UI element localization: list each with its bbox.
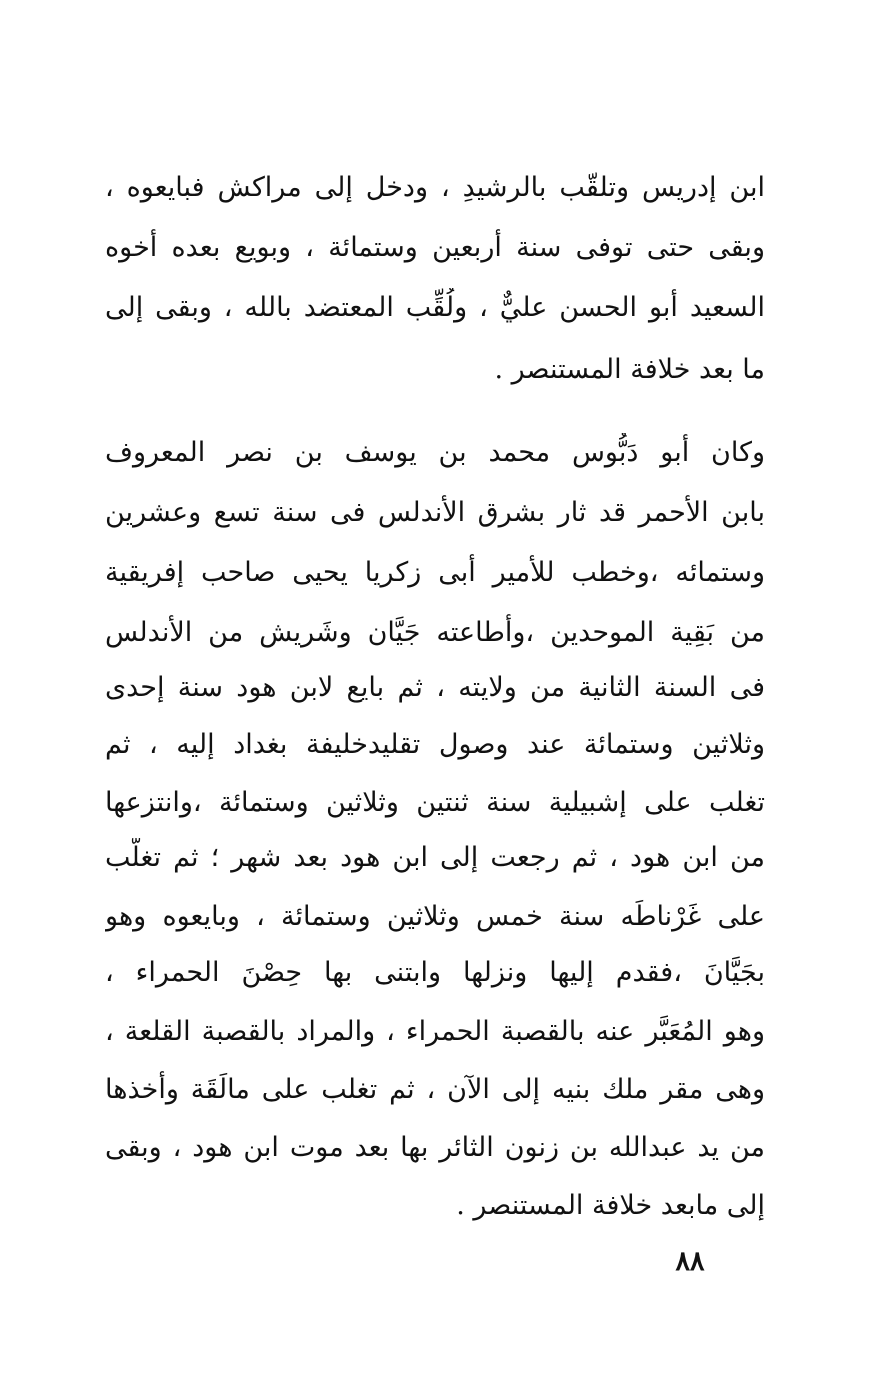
text-line: ما بعد خلافة المستنصر . [494, 354, 765, 385]
text-line: بابن الأحمر قد ثار بشرق الأندلس فى سنة تسع وعشرين [105, 497, 765, 528]
text-line: وهو المُعَبَّر عنه بالقصبة الحمراء ، والمراد بالقصبة القلعة ، [105, 1016, 765, 1047]
text-line: فى السنة الثانية من ولايته ، ثم بايع لابن هود سنة إحدى [105, 672, 765, 703]
text-line: من بَقِية الموحدين ،وأطاعته جَيَّان وشَريش من الأندلس [105, 617, 765, 648]
page-number: ٨٨ [675, 1246, 705, 1277]
text-line: وثلاثين وستمائة عند وصول تقليدخليفة بغداد إليه ، ثم [105, 729, 765, 760]
text-line: السعيد أبو الحسن عليٌّ ، ولُقِّب المعتضد بالله ، وبقى إلى [105, 292, 765, 323]
text-line: بجَيَّانَ ،فقدم إليها ونزلها وابتنى بها حِصْنَ الحمراء ، [105, 957, 765, 988]
text-line: تغلب على إشبيلية سنة ثنتين وثلاثين وستمائة ،وانتزعها [105, 787, 765, 818]
text-line: من يد عبدالله بن زنون الثائر بها بعد موت ابن هود ، وبقى [105, 1132, 765, 1163]
text-line: وهى مقر ملك بنيه إلى الآن ، ثم تغلب على مالَقَة وأخذها [105, 1074, 765, 1105]
text-line: ابن إدريس وتلقّب بالرشيدِ ، ودخل إلى مراكش فبايعوه ، [105, 172, 765, 203]
text-line: من ابن هود ، ثم رجعت إلى ابن هود بعد شهر ؛ ثم تغلّب [105, 842, 765, 873]
text-line: وكان أبو دَبُّوس محمد بن يوسف بن نصر المعروف [105, 437, 765, 468]
text-line: إلى مابعد خلافة المستنصر . [456, 1190, 765, 1221]
text-line: على غَرْناطَه سنة خمس وثلاثين وستمائة ، وبايعوه وهو [105, 901, 765, 932]
text-line: وبقى حتى توفى سنة أربعين وستمائة ، وبويع بعده أخوه [105, 232, 765, 263]
text-line: وستمائه ،وخطب للأمير أبى زكريا يحيى صاحب إفريقية [105, 557, 765, 588]
